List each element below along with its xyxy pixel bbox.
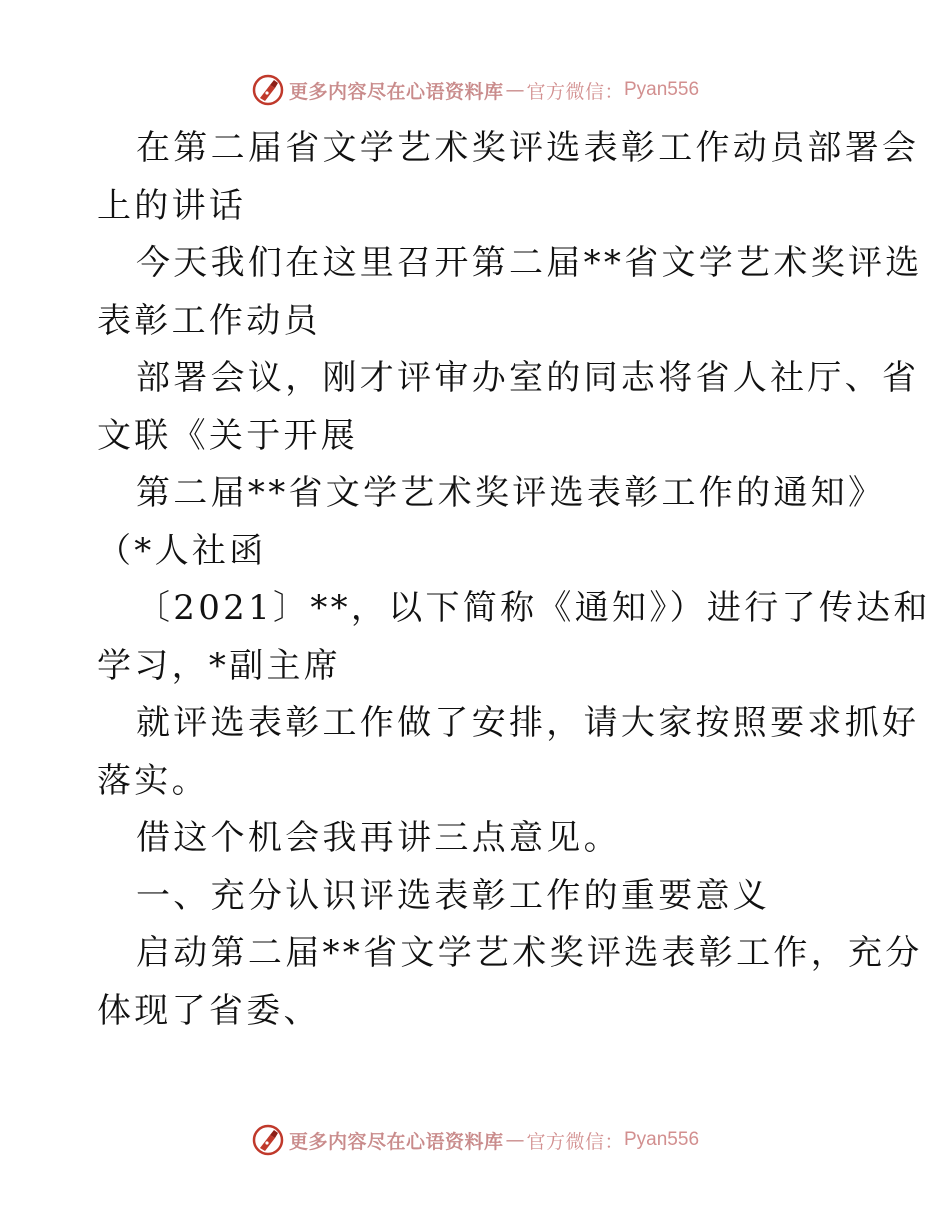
- paragraph-line: （*人社函: [97, 530, 267, 571]
- paragraph-line: 就评选表彰工作做了安排，请大家按照要求抓好: [136, 703, 920, 743]
- paragraph-line: 第二届**省文学艺术奖评选表彰工作的通知》: [136, 473, 886, 513]
- paragraph-line: 学习，*副主席: [97, 645, 342, 686]
- paragraph-line: 部署会议，刚才评审办室的同志将省人社厅、省: [136, 358, 920, 398]
- section-heading: 一、充分认识评选表彰工作的重要意义: [136, 875, 771, 916]
- banner-wechat-label: 官方微信：: [526, 1130, 624, 1153]
- paragraph-line: 体现了省委、: [97, 990, 321, 1031]
- footer-banner: [0, 1120, 950, 1160]
- paragraph-line: 启动第二届**省文学艺术奖评选表彰工作，充分: [136, 933, 923, 973]
- banner-wechat-label: 官方微信：: [526, 80, 624, 103]
- paragraph-line: 文联《关于开展: [97, 415, 359, 456]
- document-body: [97, 120, 931, 1040]
- title-line-2: 上的讲话: [97, 185, 247, 226]
- banner-wechat-id: Pyan556: [624, 79, 700, 100]
- paragraph-line: 今天我们在这里召开第二届**省文学艺术奖评选: [136, 243, 923, 283]
- pen-nib-logo-icon: [251, 73, 285, 107]
- header-banner: [0, 70, 950, 110]
- paragraph-line: 借这个机会我再讲三点意见。: [136, 818, 621, 858]
- banner-text: 更多内容尽在心语资料库: [288, 80, 504, 103]
- paragraph-line: 表彰工作动员: [97, 300, 321, 341]
- pen-nib-logo-icon: [251, 1123, 285, 1157]
- banner-separator: —: [505, 1129, 525, 1151]
- banner-separator: —: [505, 79, 525, 101]
- banner-wechat-id: Pyan556: [624, 1129, 700, 1150]
- title-line-1: 在第二届省文学艺术奖评选表彰工作动员部署会: [136, 128, 920, 168]
- paragraph-line: 落实。: [97, 760, 209, 801]
- paragraph-line: 〔2021〕**，以下简称《通知》）进行了传达和: [136, 588, 931, 628]
- banner-text: 更多内容尽在心语资料库: [288, 1130, 504, 1153]
